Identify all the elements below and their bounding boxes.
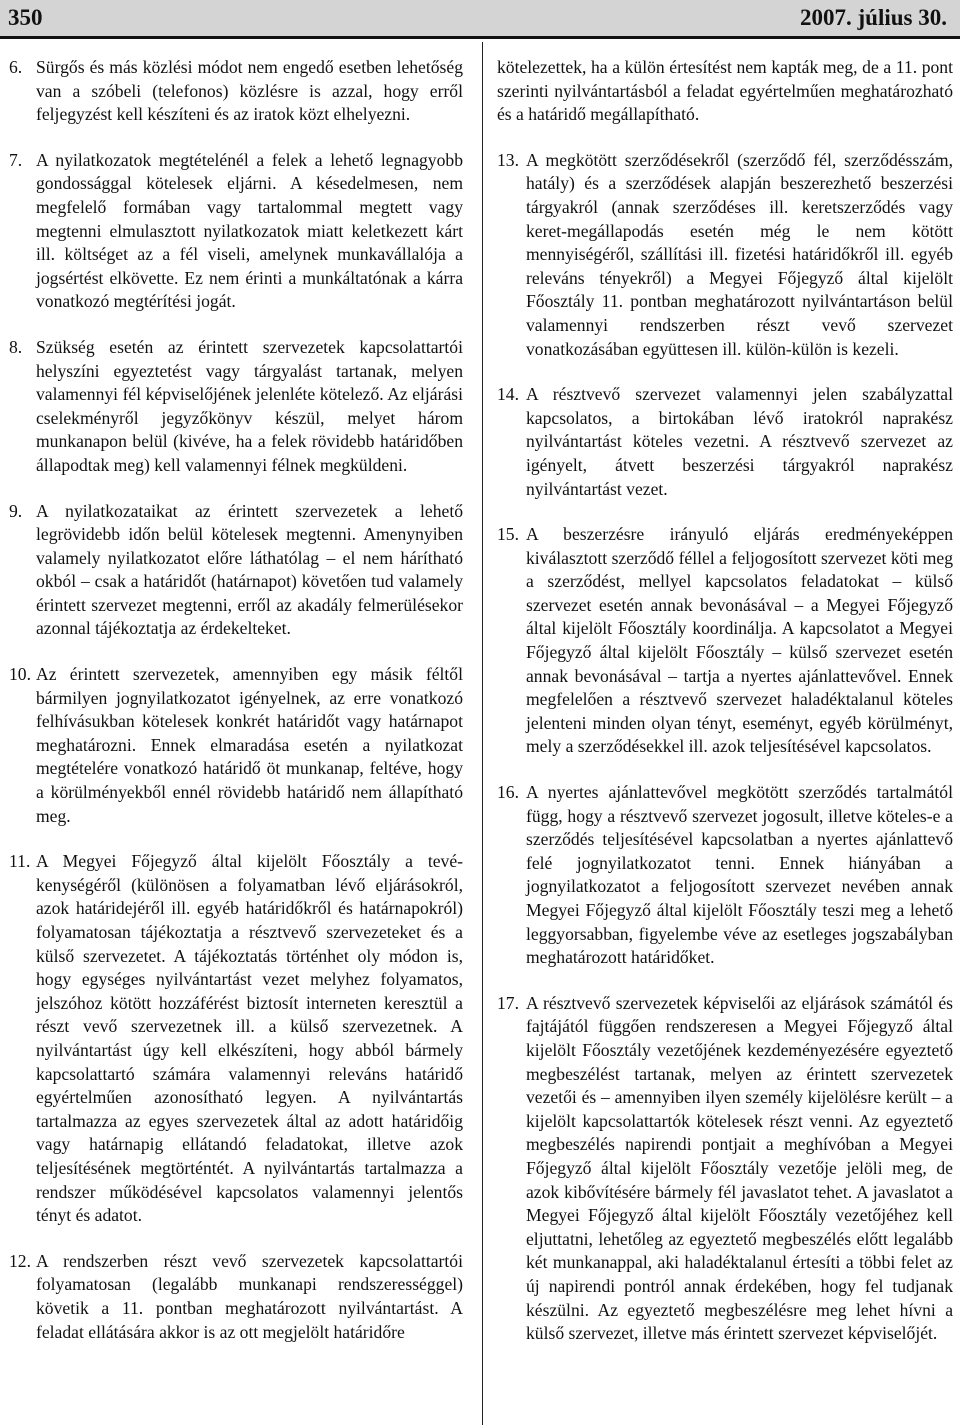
paragraph-text: A beszerzésre irányuló eljárás eredményeképpen kiválasztott szerződő féllel a feljogosított szervezet köti meg a szerződést, mellyel kapcsolatos feladatokat – külső szervezet esetén annak bevonásával – a Megyei Főjegyző által kijelölt Főosztály koordinálja. A kapcsolatot a Megyei Főjegyző által kijelölt Főosztály – külső szervezet esetén annak bevonásával – tartja a nyertes ajánlattevővel. Ennek megfelelően a résztvevő szervezet haladéktalanul köteles jelenteni minden olyan tényt, eseményt, egyéb körülményt, mely a szerződésekkel ill. azok teljesítésével kapcsolatos. — [526, 524, 953, 757]
paragraph-8 — [9, 336, 463, 478]
paragraph-text: A nyertes ajánlattevővel megkötött szerződés tartalmától függ, hogy a résztvevő szervezet jogosult, illetve köteles-e a szerződés teljesítésével kapcsolatban a nyertes ajánlattevő felé jognyilatkozatot tenni. Ennek hiányában a jognyilatkozatot a feljogosított szervezet nevében annak Megyei Főjegyző által kijelölt Főosztály teszi meg a lehető leggyorsabban, figyelembe véve az esetleges jogszabályban meghatározott határidőket. — [526, 782, 953, 968]
paragraph-text: A megkötött szerződésekről (szerződő fél, szerződésszám, hatály) és a szerződések alapján beszerezhető beszerzési tárgyakról (annak szerződéses ill. keretszerződés vagy keret-megállapodás esetén még le nem kötött mennyiségéről, szállítási ill. fizetési határidőkről ill. egyéb releváns tényekről) a Megyei Főjegyző által kijelölt Főosztály 11. pontban meghatározott nyilvántartáson belül valamennyi rendszerben részt vevő szervezet vonatkozásában együttesen ill. külön-külön is kezeli. — [526, 149, 953, 359]
paragraph-12-continuation — [497, 56, 953, 127]
paragraph-number: 16. — [497, 782, 519, 803]
paragraph-number: 8. — [9, 336, 23, 357]
paragraph-11 — [9, 850, 463, 1228]
paragraph-12 — [9, 1250, 463, 1344]
paragraph-number: 9. — [9, 500, 23, 521]
paragraph-text: Sürgős és más közlési módot nem engedő esetben lehetőség van a szóbeli (telefonos) közlésre is azzal, hogy erről feljegyzést kell készíteni és az iratok közt elhelyezni. — [36, 57, 463, 125]
paragraph-14 — [497, 383, 953, 501]
paragraph-15 — [497, 523, 953, 759]
page-header — [0, 0, 960, 39]
paragraph-text: Az érintett szervezetek, amennyiben egy másik féltől bármilyen jognyilatkozatot igényelnek, az erre vonatkozó felhívásukban kötelesek konkrét határidőt vagy határnapot meghatározni. Ennek elmaradása esetén a nyilatkozat megtételére vonatkozó határidő öt munkanap, feltéve, hogy a körülményekből ennél rövidebb határidő nem állapítható meg. — [36, 664, 463, 826]
paragraph-number: 15. — [497, 524, 519, 545]
paragraph-9 — [9, 500, 463, 642]
paragraph-text: A résztvevő szervezetek képviselői az eljárások számától és fajtájától függően rendszeresen a Megyei Főjegyző által kijelölt Főosztály vezetőjének kezdeményezésére egyeztető megbeszélést tartanak, melyen az érintett szervezetek vezetői és – amennyiben ilyen személy kijelölésre került – a kijelölt kapcsolattartók kötelesek részt venni. Az egyeztető megbeszélés napirendi pontjait a meghívóban a Megyei Főjegyző által kijelölt Főosztály vezetője jelöli meg, de azok kibővítésére bármely fél javaslatot tehet. A javaslatot a Megyei Főjegyző által kijelölt Főosztály vezetőjéhez kell eljuttatni, lehetőleg az egyeztető megbeszélés előtt legalább két munkanappal, aki haladéktalanul értesíti a többi felet az új napirendi pontról annak érdekében, hogy fel tudjanak készülni. Az egyeztető megbeszélésre meg lehet hívni a külső szervezet, illetve más érintett szervezet képviselőjét. — [526, 992, 953, 1344]
paragraph-10 — [9, 663, 463, 828]
paragraph-6 — [9, 56, 463, 127]
header-rule — [0, 36, 960, 39]
paragraph-text: Szükség esetén az érintett szervezetek kapcsolattartói helyszíni egyeztetést vagy tárgyalást tartanak, melyen valamennyi fél képviselőjének jelenléte kötelező. Az eljárási cselekményről jegyzőkönyv készül, melyet három munkanapon belül (kivéve, ha a felek rövidebb határidőben állapodtak meg) kell valamennyi félnek megküldeni. — [36, 336, 463, 475]
column-divider — [482, 42, 483, 1425]
paragraph-7 — [9, 149, 463, 314]
paragraph-number: 6. — [9, 57, 23, 77]
paragraph-17 — [497, 992, 953, 1346]
issue-date: 2007. július 30. — [800, 5, 947, 30]
paragraph-text: A nyilatkozataikat az érintett szervezetek a lehető legrövidebb időn belül kötelesek megtenni. Amenynyiben valamely nyilatkozatot előre láthatólag – el nem hárítható okból – csak a határidőt (határnapot) követően tud valamely érintett szervezet megtenni, erről az akadály felmerülésekor azonnal tájékoztatja az érdekelteket. — [36, 500, 463, 639]
paragraph-text: A rendszerben részt vevő szervezetek kapcsolattartói folyamatosan (legalább munkanapi rendszerességgel) követik a 11. pontban meghatározott nyilvántartást. A feladat ellátására akkor is az ott megjelölt határidőre — [36, 1250, 463, 1342]
paragraph-number: 14. — [497, 384, 519, 405]
paragraph-text: A Megyei Főjegyző által kijelölt Főosztály a tevékenységéről (különösen a folyamatban lévő eljárásokról, azok határidejéről ill. egyéb határidőkről és határnapokról) folyamatosan tájékoztatja a résztvevő szervezeteket és a külső szervezetet. A tájékoztatás történhet oly módon is, hogy egységes nyilvántartást vezet melyhez folyamatos, jelszóhoz kötött hozzáférést biztosít interneten keresztül a részt vevő szervezetnek ill. a külső szervezetnek. A nyilvántartást úgy kell elkészíteni, hogy abból bármely kapcsolattartó számára valamennyi releváns határidő egyértelműen azonosítható legyen. A nyilvántartás tartalmazza az egyes szervezetek által az adott határidőig vagy határnapig ellátandó feladatokat, illetve azok teljesítésének megtörténtét. A nyilvántartás tartalmazza a rendszer működésével kapcsolatos valamennyi jelentős tényt és adatot. — [36, 851, 463, 1226]
paragraph-number: 11. — [9, 851, 31, 872]
paragraph-number: 17. — [497, 992, 519, 1013]
paragraph-13 — [497, 149, 953, 361]
paragraph-text: A résztvevő szervezet valamennyi jelen szabályzattal kapcsolatos, a birtokában lévő iratokról naprakész nyilvántartást köteles vezetni. A résztvevő szervezet az igényelt, átvett beszerzési tárgyakról naprakész nyilvántartást vezet. — [526, 384, 953, 499]
paragraph-number: 12. — [9, 1250, 31, 1271]
paragraph-number: 7. — [9, 149, 23, 170]
paragraph-number: 10. — [9, 664, 31, 685]
paragraph-number: 13. — [497, 149, 519, 170]
right-column — [497, 56, 953, 1346]
paragraph-text: kötelezettek, ha a külön értesítést nem kapták meg, de a 11. pont szerinti nyilvántartásból a feladat egyértelműen meghatározható és a határidő megállapítható. — [497, 57, 953, 125]
left-column — [9, 56, 463, 1344]
paragraph-text: A nyilatkozatok megtételénél a felek a lehető legnagyobb gondossággal kötelesek eljárni. A késedelmesen, nem megfelelő formában vagy tartalommal megtett vagy megtenni elmulasztott nyilatkozatok miatt keletkezett kárt ill. költséget az a fél viseli, amelynek munkavállalója a jogsértést elkövette. Ez nem érinti a munkáltatónak a kárra vonatkozó megtérítési jogát. — [36, 149, 463, 312]
page-number: 350 — [8, 5, 43, 30]
paragraph-16 — [497, 781, 953, 970]
